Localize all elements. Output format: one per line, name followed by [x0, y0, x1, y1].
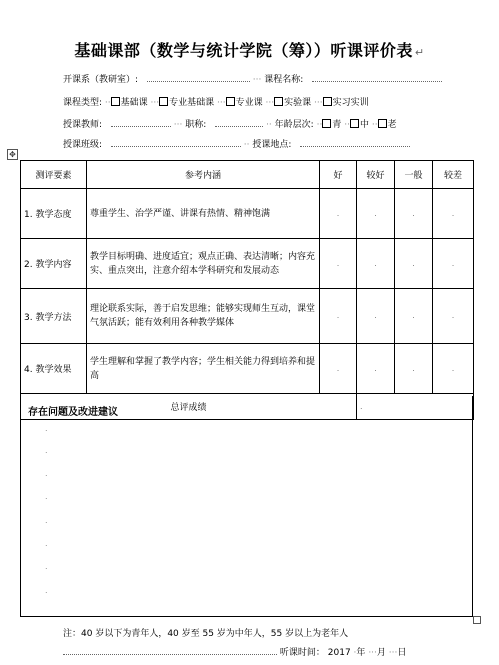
rating-cell-average[interactable]: . [395, 239, 433, 289]
month-unit: 月 [376, 648, 386, 658]
course-type-row: 课程类型: ·· 基础课 ··· 专业基础课 ··· 专业课 ··· 实验课 ··· 实习实训 [63, 98, 369, 108]
rating-cell-poor[interactable]: . [433, 189, 474, 239]
course-type-option-2: 专业课 [235, 98, 263, 108]
checkbox-old[interactable] [378, 119, 387, 128]
paragraph-mark-icon: . [45, 424, 48, 433]
content-cell: 尊重学生、治学严谨、讲课有热情、精神饱满 [87, 189, 320, 239]
paragraph-mark-icon: . [45, 446, 48, 455]
content-cell: 学生理解和掌握了教学内容；学生相关能力得到培养和提高 [87, 344, 320, 394]
time-label: 听课时间： [279, 648, 325, 658]
table-row [21, 239, 474, 289]
location-label: 授课地点: [252, 140, 292, 150]
class-label: 授课班级: [63, 140, 103, 150]
checkbox-professional-basic[interactable] [159, 97, 168, 106]
evaluation-table [20, 160, 474, 420]
age-option-2: 老 [387, 120, 397, 130]
rating-cell-poor[interactable]: . [433, 289, 474, 344]
table-row [21, 289, 474, 344]
age-option-1: 中 [359, 120, 369, 130]
total-label: 总评成绩 [21, 394, 357, 420]
teacher-row: 授课教师: ··· 职称: ·· 年龄层次: ·· 青 ·· 中 ·· 老 [63, 117, 397, 130]
year-unit: 年 [356, 648, 366, 658]
course-name-label: 课程名称: [264, 75, 304, 85]
rating-cell-fairly-good[interactable]: . [357, 239, 395, 289]
rating-cell-good[interactable]: . [320, 289, 357, 344]
rating-cell-average[interactable]: . [395, 344, 433, 394]
observation-time-row: 听课时间： 2017 ·年 ···月 ···日 [63, 645, 406, 658]
factor-cell: 4. 教学效果 [21, 344, 87, 394]
checkbox-middle[interactable] [350, 119, 359, 128]
department-row: 开课系（教研室）: ··· 课程名称: [63, 72, 442, 85]
class-row: 授课班级: ·· 授课地点: [63, 137, 410, 150]
checkbox-professional[interactable] [226, 97, 235, 106]
age-note: 注：40 岁以下为青年人，40 岁至 55 岁为中年人，55 岁以上为老年人 [63, 629, 349, 639]
age-label: 年龄层次: [274, 120, 314, 130]
rating-cell-fairly-good[interactable]: . [357, 289, 395, 344]
teacher-label: 授课教师: [63, 120, 103, 130]
class-input[interactable] [111, 137, 241, 147]
location-input[interactable] [300, 137, 410, 147]
table-header-row [21, 161, 474, 189]
rating-cell-poor[interactable]: . [433, 344, 474, 394]
title-input[interactable] [215, 117, 263, 127]
checkbox-practice[interactable] [323, 97, 332, 106]
header-fairly-good: 较好 [357, 161, 395, 189]
paragraph-mark-icon: . [45, 562, 48, 571]
title-label: 职称: [185, 120, 207, 130]
header-good: 好 [320, 161, 357, 189]
course-name-input[interactable] [312, 72, 442, 82]
factor-cell: 3. 教学方法 [21, 289, 87, 344]
table-move-handle-icon[interactable]: ✥ [7, 149, 18, 160]
footer-leader [63, 645, 277, 655]
rating-cell-good[interactable]: . [320, 239, 357, 289]
paragraph-mark-icon: ↵ [414, 46, 425, 59]
issues-label: 存在问题及改进建议 [28, 407, 118, 418]
course-type-option-3: 实验课 [284, 98, 312, 108]
year-value[interactable]: 2017 [327, 648, 351, 658]
rating-cell-average[interactable]: . [395, 289, 433, 344]
total-score-input[interactable]: . [357, 394, 474, 420]
teacher-input[interactable] [111, 117, 171, 127]
rating-cell-good[interactable]: . [320, 344, 357, 394]
age-option-0: 青 [332, 120, 342, 130]
form-title [0, 38, 499, 61]
paragraph-mark-icon: . [45, 469, 48, 478]
content-cell: 理论联系实际，善于启发思维；能够实现师生互动，课堂气氛活跃；能有效利用各种教学媒体 [87, 289, 320, 344]
paragraph-mark-icon: . [45, 516, 48, 525]
checkbox-basic[interactable] [111, 97, 120, 106]
rating-cell-average[interactable]: . [395, 189, 433, 239]
rating-cell-fairly-good[interactable]: . [357, 344, 395, 394]
factor-cell: 2. 教学内容 [21, 239, 87, 289]
course-type-option-1: 专业基础课 [169, 98, 215, 108]
checkbox-lab[interactable] [274, 97, 283, 106]
issues-section[interactable] [20, 396, 473, 617]
course-type-option-4: 实习实训 [332, 98, 369, 108]
form-title-text: 基础课部（数学与统计学院（筹））听课评价表 [74, 41, 413, 60]
table-row [21, 189, 474, 239]
table-resize-handle-icon[interactable] [473, 616, 481, 624]
header-factor: 测评要素 [21, 161, 87, 189]
factor-cell: 1. 教学态度 [21, 189, 87, 239]
rating-cell-fairly-good[interactable]: . [357, 189, 395, 239]
rating-cell-good[interactable]: . [320, 189, 357, 239]
paragraph-mark-icon: . [45, 586, 48, 595]
course-type-label: 课程类型: [63, 98, 103, 108]
content-cell: 教学目标明确、进度适宜；观点正确、表达清晰；内容充实、重点突出，注意介绍本学科研究和发展动态 [87, 239, 320, 289]
course-type-option-0: 基础课 [120, 98, 148, 108]
day-unit: 日 [397, 648, 407, 658]
paragraph-mark-icon: . [45, 539, 48, 548]
header-content: 参考内涵 [87, 161, 320, 189]
checkbox-young[interactable] [322, 119, 331, 128]
paragraph-mark-icon: . [45, 492, 48, 501]
table-row [21, 344, 474, 394]
header-poor: 较差 [433, 161, 474, 189]
rating-cell-poor[interactable]: . [433, 239, 474, 289]
department-input[interactable] [147, 72, 250, 82]
department-label: 开课系（教研室）: [63, 75, 139, 85]
header-average: 一般 [395, 161, 433, 189]
